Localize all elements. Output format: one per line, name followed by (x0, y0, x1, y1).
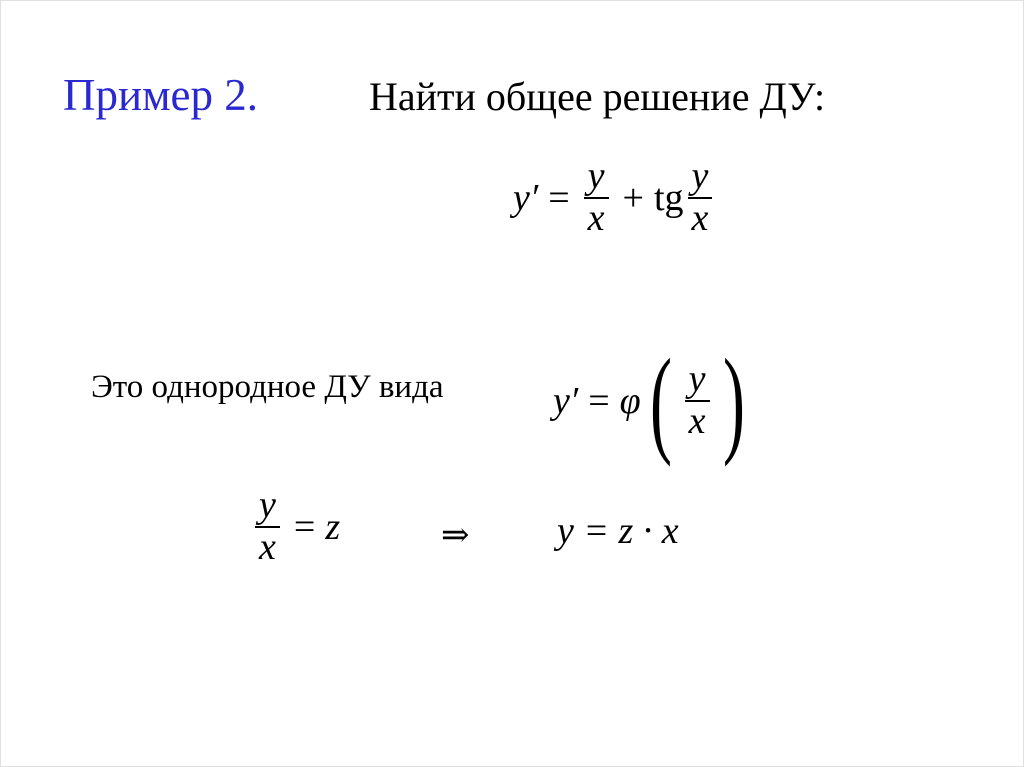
eq2-phi: φ (619, 380, 641, 422)
eq1-frac1-denominator: x (587, 196, 605, 239)
eq1-frac1-numerator: y (587, 155, 605, 197)
eq1-frac2-numerator: y (691, 155, 709, 197)
eq3-result: y = z · x (557, 510, 679, 552)
eq3-frac-denominator: x (259, 525, 276, 568)
eq2-frac-denominator: x (688, 400, 706, 442)
eq1-tg: tg (653, 176, 684, 219)
substitution-result (557, 509, 679, 553)
eq2-left-paren: ( (649, 334, 672, 467)
equation-homogeneous-form (553, 334, 753, 467)
eq2-frac-numerator: y (688, 358, 706, 401)
eq2-lhs: y′ (553, 380, 579, 422)
eq2-equals: = (588, 380, 610, 422)
eq3-equals: = (293, 505, 316, 548)
eq3-z: z (325, 505, 341, 548)
eq1-fraction-1 (584, 157, 609, 239)
eq2-right-paren: ) (722, 334, 745, 467)
substitution-equation (251, 486, 340, 568)
eq1-lhs: y′ (513, 176, 539, 219)
task-title: Найти общее решение ДУ: (369, 74, 826, 119)
eq1-plus: + (622, 176, 644, 219)
eq1-fraction-2 (688, 157, 713, 239)
homogeneous-statement: Это однородное ДУ вида (91, 369, 444, 405)
eq3-frac-numerator: y (259, 484, 276, 526)
eq2-fraction (685, 360, 710, 442)
eq1-equals: = (548, 176, 570, 219)
eq3-fraction (255, 486, 280, 568)
implies-arrow: ⇒ (441, 517, 470, 554)
equation-main (513, 157, 716, 239)
example-title: Пример 2. (63, 70, 259, 120)
eq1-frac2-denominator: x (691, 196, 709, 239)
